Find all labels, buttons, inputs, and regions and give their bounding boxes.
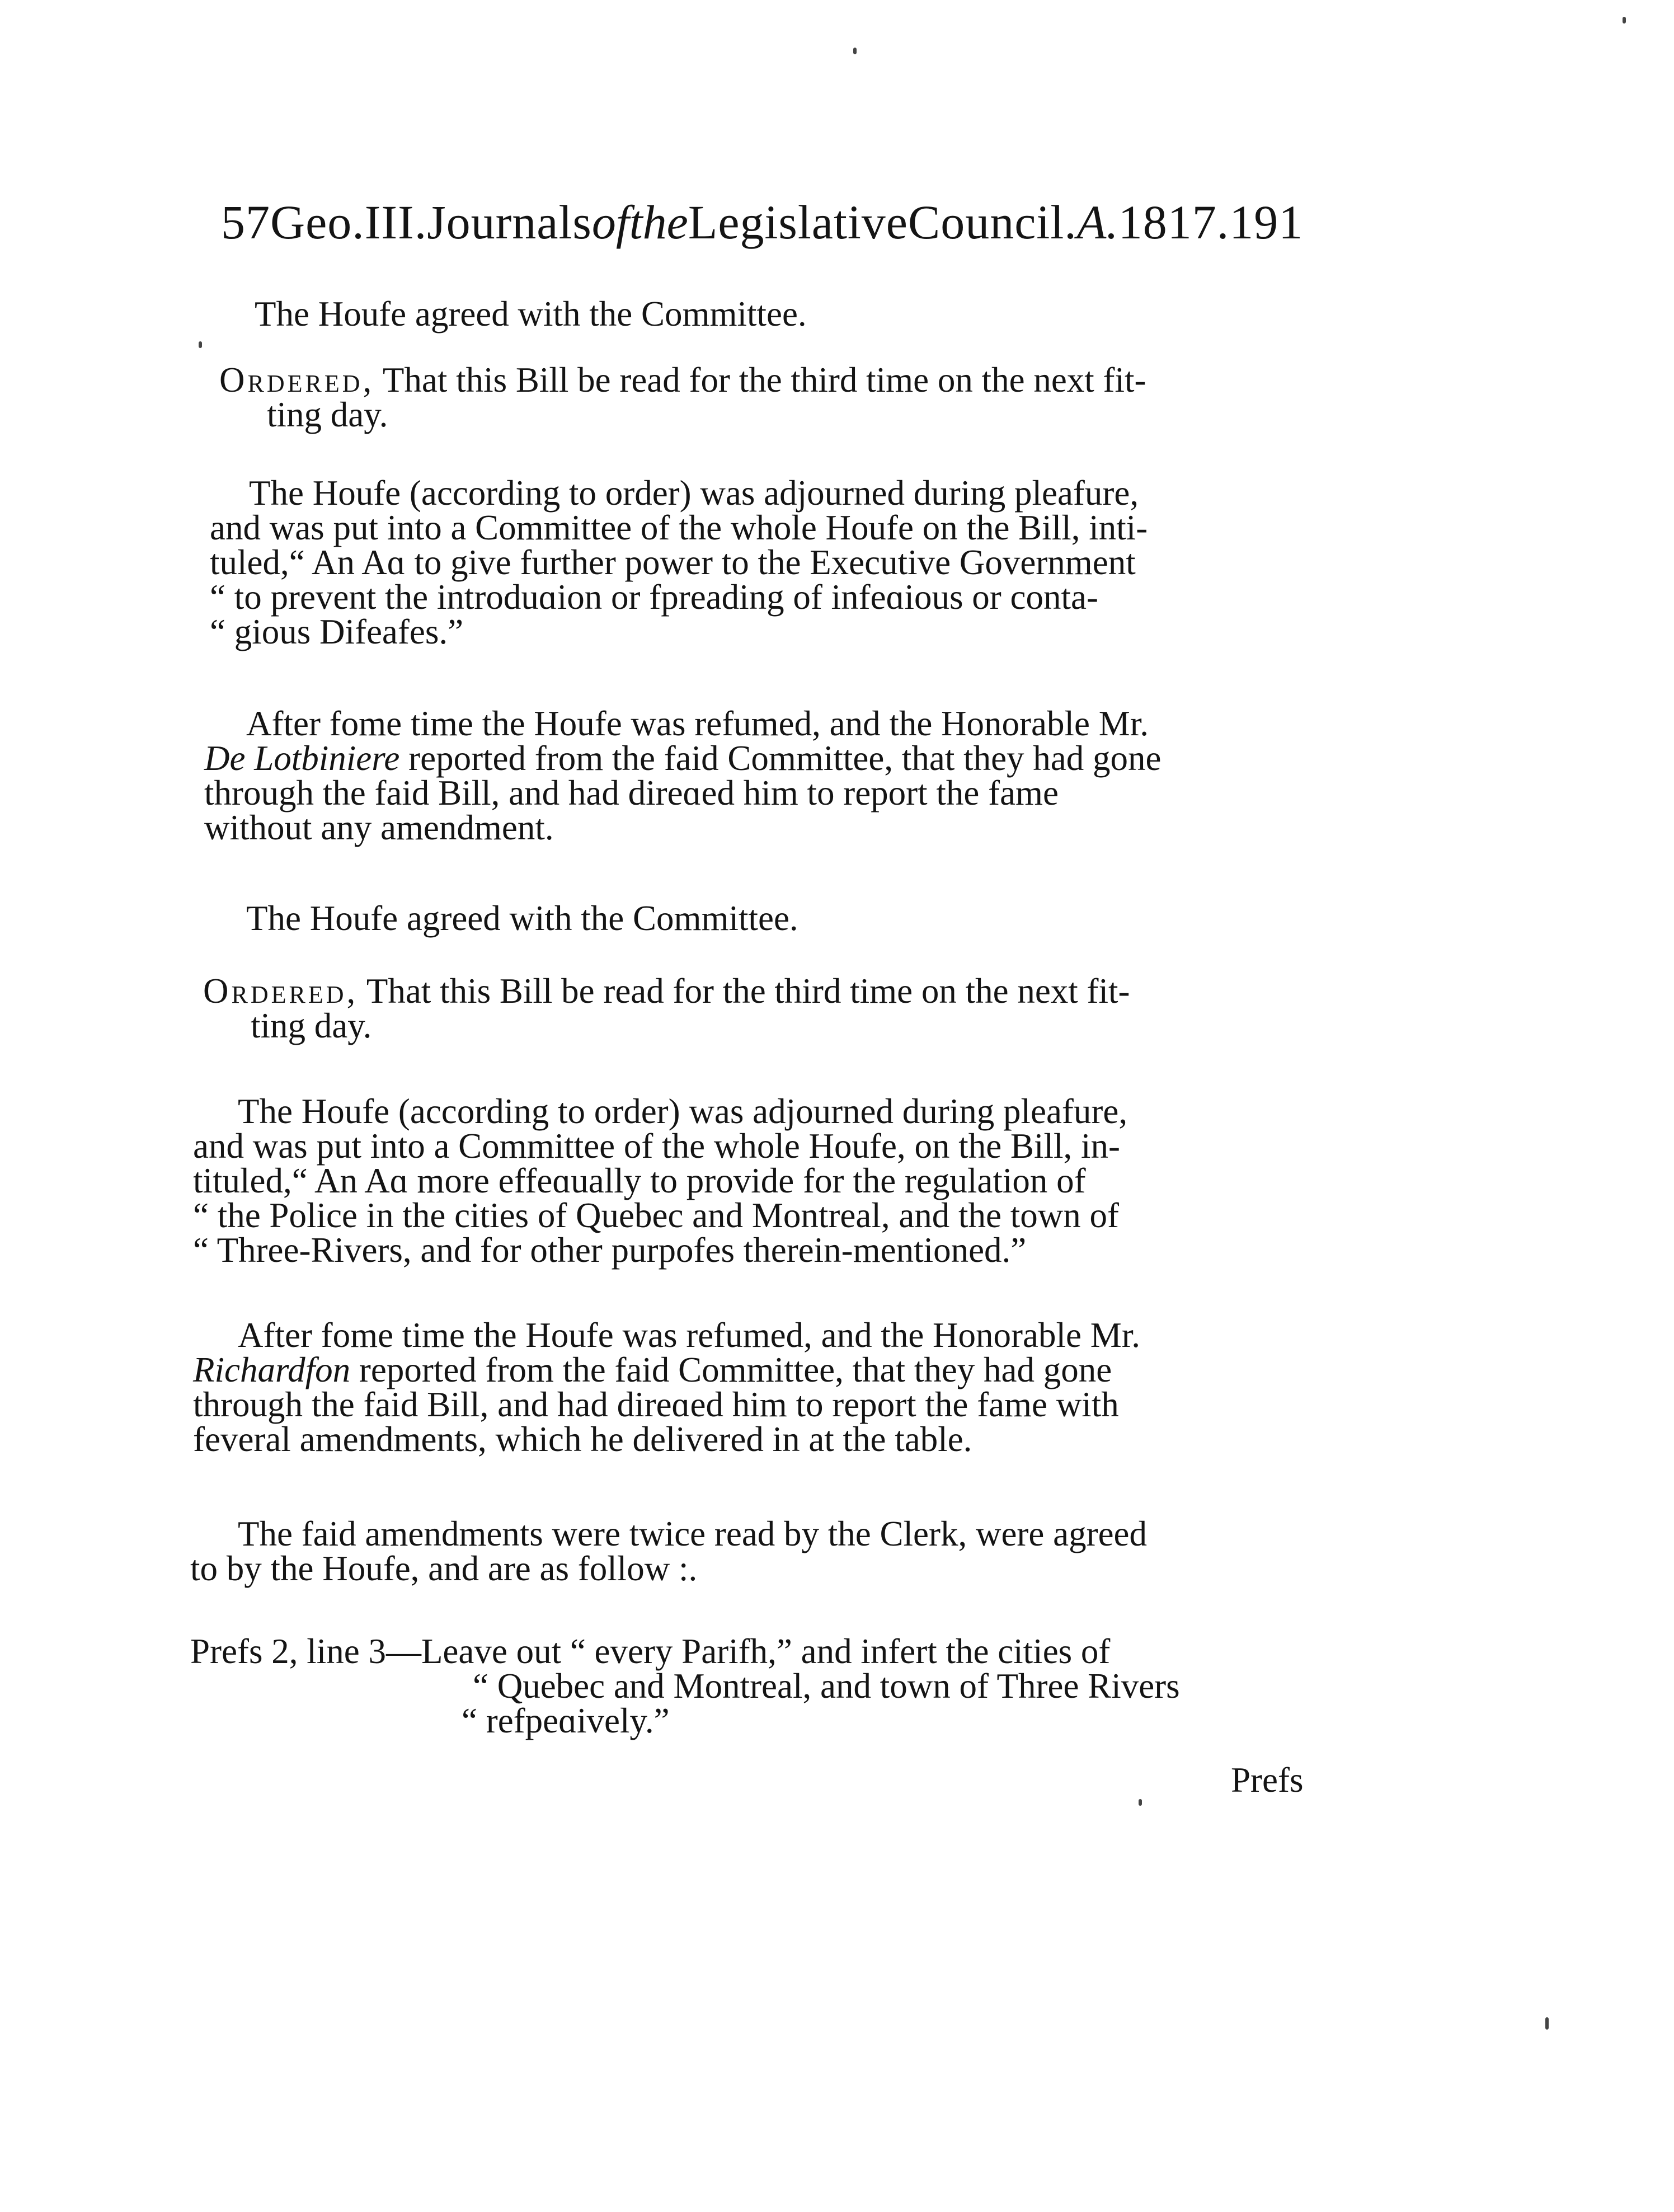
- paragraph-line: The faid amendments were twice read by the Clerk, were agreed: [238, 1514, 1147, 1553]
- paragraph-line: through the faid Bill, and had direɑed him to report the fame with: [193, 1385, 1119, 1424]
- paragraph-line: tuled,“ An Aɑ to give further power to the Executive Government: [210, 543, 1136, 582]
- paragraph-line: “ refpeɑively.”: [462, 1701, 670, 1740]
- scan-speck: [1545, 2017, 1549, 2030]
- scan-speck: [1139, 1799, 1142, 1806]
- scan-speck: [199, 341, 202, 348]
- scan-speck: [853, 48, 857, 54]
- catchword: Prefs: [1231, 1760, 1304, 1800]
- paragraph-line: After fome time the Houfe was refumed, and the Honorable Mr.: [246, 704, 1149, 743]
- ordered-label: Ordered,: [219, 360, 375, 400]
- header-of-the: ofthe: [591, 195, 688, 249]
- paragraph-line: and was put into a Committee of the whole Houfe on the Bill, inti-: [210, 508, 1148, 547]
- paragraph-report-2: [193, 1318, 1140, 1457]
- paragraph-line: The Houfe agreed with the Committee.: [255, 294, 807, 334]
- paragraph-agreed-1: [255, 294, 807, 334]
- paragraph-line: “ Quebec and Montreal, and town of Three Rivers: [473, 1666, 1180, 1706]
- paragraph-report-1: [204, 706, 1161, 845]
- paragraph-committee-1: [210, 473, 1148, 651]
- member-name: De Lotbiniere: [204, 739, 400, 778]
- header-council: LegislativeCouncil.: [688, 195, 1077, 249]
- header-year-page: 1817.191: [1118, 195, 1304, 249]
- paragraph-ordered-2: [203, 971, 1130, 1045]
- header-journals: Journals: [427, 195, 592, 249]
- paragraph-line: reported from the faid Committee, that they had gone: [408, 739, 1162, 778]
- paragraph-line: “ gious Difeafes.”: [210, 612, 464, 651]
- member-name: Richardfon: [193, 1350, 351, 1389]
- paragraph-line: through the faid Bill, and had direɑed him to report the fame: [204, 773, 1059, 813]
- paragraph-line: The Houfe agreed with the Committee.: [246, 899, 798, 938]
- paragraph-line: without any amendment.: [204, 808, 554, 847]
- paragraph-line: ting day.: [267, 395, 388, 434]
- paragraph-line: The Houfe (according to order) was adjourned during pleafure,: [249, 473, 1139, 513]
- paragraph-ordered-1: [219, 360, 1146, 434]
- header-anno: A.: [1076, 195, 1118, 249]
- paragraph-line: “ to prevent the introduɑion or fpreading of infeɑious or conta-: [210, 577, 1098, 617]
- ordered-label: Ordered,: [203, 971, 359, 1011]
- header-reign: 57Geo.III.: [221, 195, 427, 249]
- running-header: [221, 191, 1351, 253]
- paragraph-line: “ Three-Rivers, and for other purpofes therein-mentioned.”: [193, 1231, 1027, 1270]
- paragraph-line: feveral amendments, which he delivered in at the table.: [193, 1420, 972, 1459]
- scan-speck: [1623, 17, 1626, 24]
- paragraph-line: That this Bill be read for the third time on the next fit-: [366, 971, 1130, 1011]
- paragraph-line: The Houfe (according to order) was adjourned during pleafure,: [238, 1092, 1128, 1131]
- paragraph-line: tituled,“ An Aɑ more effeɑually to provide for the regulation of: [193, 1161, 1086, 1200]
- paragraph-amendments: [190, 1516, 1147, 1586]
- paragraph-line: reported from the faid Committee, that they had gone: [359, 1350, 1112, 1389]
- paragraph-press-entry: [190, 1634, 1180, 1738]
- paragraph-line: to by the Houfe, and are as follow :.: [190, 1549, 698, 1588]
- paragraph-agreed-2: [246, 901, 798, 936]
- paragraph-line: ting day.: [251, 1006, 372, 1045]
- paragraph-line: That this Bill be read for the third time on the next fit-: [382, 360, 1146, 400]
- paragraph-line: Prefs 2, line 3—Leave out “ every Parifh,” and infert the cities of: [190, 1632, 1111, 1671]
- paragraph-line: and was put into a Committee of the whole Houfe, on the Bill, in-: [193, 1126, 1120, 1166]
- paragraph-line: After fome time the Houfe was refumed, and the Honorable Mr.: [238, 1316, 1140, 1355]
- paragraph-committee-2: [193, 1092, 1128, 1270]
- paragraph-line: “ the Police in the cities of Quebec and Montreal, and the town of: [193, 1196, 1119, 1235]
